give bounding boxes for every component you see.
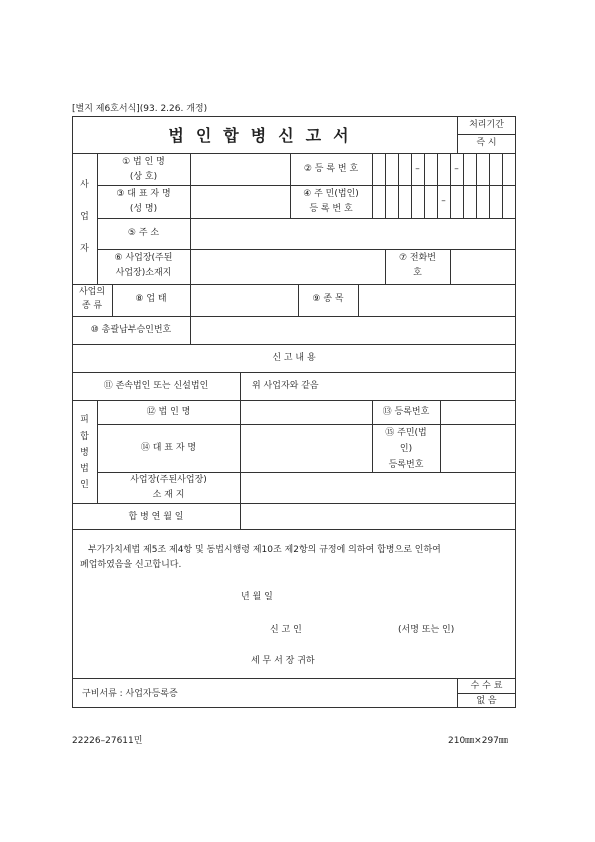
divider <box>97 249 516 250</box>
divider <box>72 284 516 285</box>
divider <box>476 153 477 218</box>
fee-label: 수 수 료 <box>470 681 503 691</box>
addressee-label: 세 무 서 장 귀하 <box>251 656 315 666</box>
processing-period-label: 처리기간 <box>469 120 504 130</box>
corp-name-label: ① 법 인 명 <box>122 157 165 167</box>
resident-number-label: ④ 주 민(법인) <box>303 189 359 199</box>
attachment-label: 구비서류 : 사업자등록증 <box>82 689 178 699</box>
merged-corp-label-1: 피 <box>80 415 89 425</box>
corp-name-label-sub: (상 호) <box>129 172 158 182</box>
divider <box>424 153 425 218</box>
divider <box>72 316 516 317</box>
merged-corp-label-3: 병 <box>80 448 89 458</box>
merged-corp-name-label: ⑫ 법 인 명 <box>146 407 191 417</box>
divider <box>437 153 438 218</box>
divider <box>358 284 359 316</box>
fee-value: 없 음 <box>476 696 497 706</box>
business-operator-label-1: 사 <box>80 180 89 190</box>
divider <box>97 185 516 186</box>
form-title: 법인합병신고서 <box>168 126 361 145</box>
declaration-text-2: 폐업하였음을 신고합니다. <box>80 560 182 570</box>
signature-label: (서명 또는 인) <box>398 625 455 635</box>
merged-resident-number-label-sub: 인) <box>399 444 413 454</box>
reg-number-separator: – <box>415 164 420 174</box>
business-item-label: ⑨ 종 목 <box>312 294 344 304</box>
address-label: ⑤ 주 소 <box>127 228 160 238</box>
divider <box>72 529 516 530</box>
divider <box>502 153 503 218</box>
reg-number-label: ② 등 록 번 호 <box>303 164 359 174</box>
form-code: [별지 제6호서식](93. 2.26. 개정) <box>72 104 208 114</box>
divider <box>97 218 516 219</box>
divider <box>440 400 441 472</box>
divider <box>463 153 464 218</box>
surviving-corp-value: 위 사업자와 같음 <box>252 381 319 391</box>
merged-resident-number-label: ⑮ 주민(법 <box>385 428 427 438</box>
business-operator-label-3: 자 <box>80 244 89 254</box>
business-category-label: ⑧ 업 태 <box>135 294 167 304</box>
divider <box>450 153 451 218</box>
reg-number-separator: – <box>454 164 459 174</box>
surviving-corp-label: ⑪ 존속법인 또는 신설법인 <box>103 381 209 391</box>
rep-name-label: ③ 대 표 자 명 <box>116 189 171 199</box>
merged-corp-label-2: 합 <box>80 432 89 442</box>
divider <box>450 249 451 284</box>
divider <box>411 153 412 218</box>
divider <box>72 678 516 679</box>
phone-label: ⑦ 전화번 <box>398 253 436 263</box>
merged-corp-label-4: 법 <box>80 464 89 474</box>
resident-number-label-sub: 등 록 번 호 <box>309 204 353 214</box>
divider <box>190 153 191 344</box>
divider <box>457 693 516 694</box>
business-type-label: 사업의 <box>78 287 106 297</box>
divider <box>72 503 516 504</box>
approval-number-label: ⑩ 총괄납부승인번호 <box>90 325 172 335</box>
divider <box>97 424 516 425</box>
merged-site-location-label: 사업장(주된사업장) <box>130 475 207 485</box>
divider <box>72 344 516 345</box>
merged-resident-number-label-sub2: 등록번호 <box>388 460 424 470</box>
date-label: 년 월 일 <box>241 592 273 602</box>
phone-label-sub: 호 <box>413 268 422 278</box>
form-number: 22226–27611민 <box>72 736 143 746</box>
merged-rep-name-label: ⑭ 대 표 자 명 <box>140 443 197 453</box>
merged-reg-number-label: ⑬ 등록번호 <box>382 407 430 417</box>
declaration-text-1: 부가가치세법 제5조 제4항 및 동법시행령 제10조 제2항의 규정에 의하여 합병으로 인하여 <box>88 545 441 555</box>
divider <box>97 472 516 473</box>
divider <box>72 372 516 373</box>
divider <box>240 372 241 529</box>
resident-number-separator: – <box>441 196 446 206</box>
business-operator-label-2: 업 <box>80 212 89 222</box>
site-location-label: ⑥ 사업장(주된 <box>114 253 173 263</box>
paper-size: 210㎜×297㎜ <box>448 736 508 746</box>
divider <box>489 153 490 218</box>
report-content-label: 신 고 내 용 <box>272 353 316 363</box>
merged-corp-label-5: 인 <box>80 480 89 490</box>
processing-period-value: 즉 시 <box>476 138 497 148</box>
divider <box>457 134 516 135</box>
divider <box>372 153 373 218</box>
divider <box>72 400 516 401</box>
divider <box>385 153 386 218</box>
divider <box>398 153 399 218</box>
business-type-label-sub: 종 류 <box>81 301 103 311</box>
merged-site-location-label-sub: 소 재 지 <box>152 490 185 500</box>
site-location-label-sub: 사업장)소재지 <box>115 268 172 278</box>
rep-name-label-sub: (성 명) <box>129 204 158 214</box>
reporter-label: 신 고 인 <box>270 625 302 635</box>
merger-date-label: 합 병 연 월 일 <box>128 512 184 522</box>
